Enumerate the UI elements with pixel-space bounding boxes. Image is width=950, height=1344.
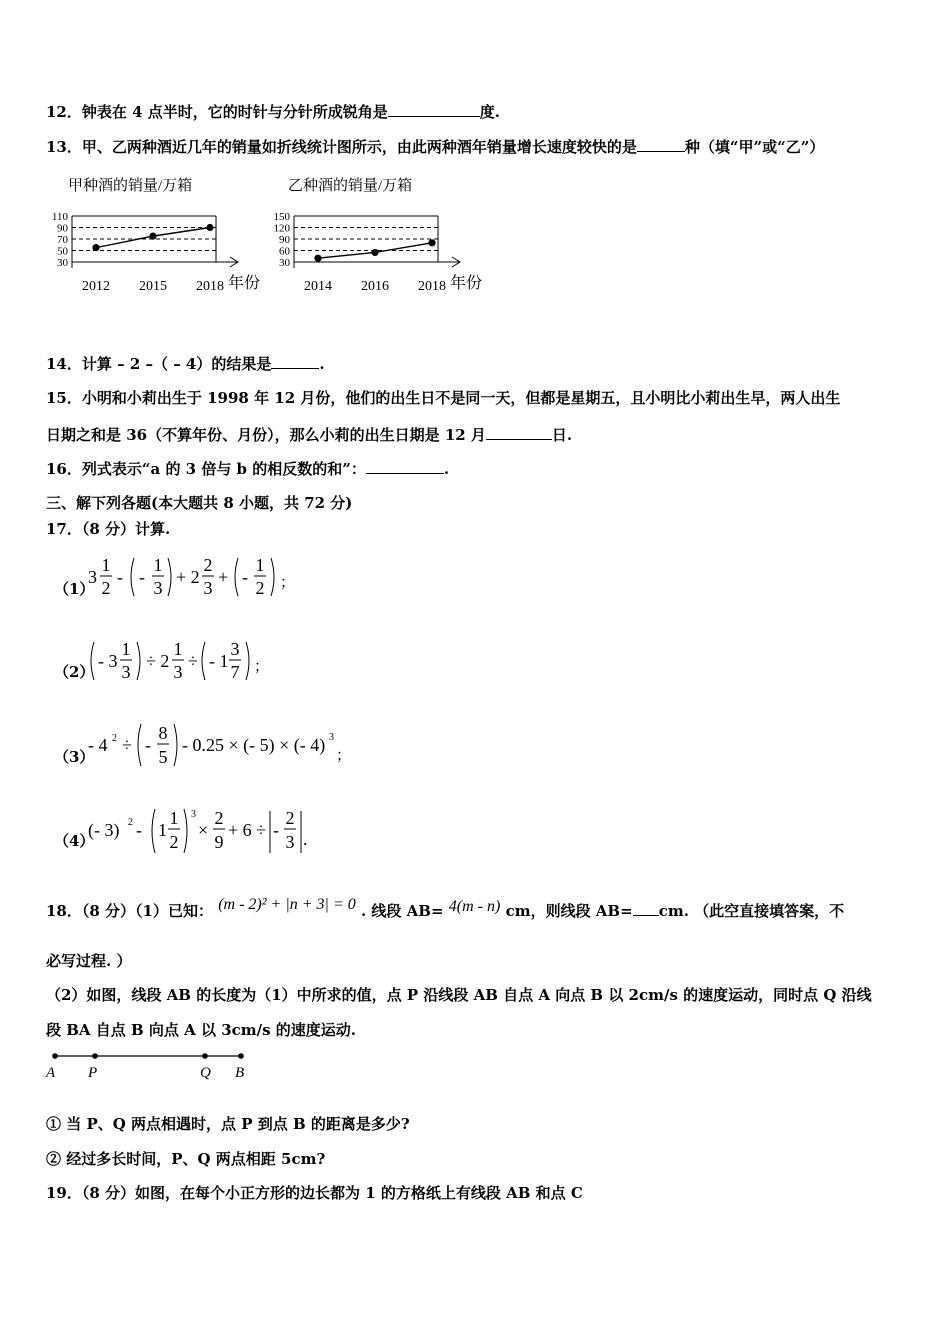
chart-yi-sales [262, 172, 492, 302]
q17-expr-1 [84, 553, 304, 603]
question-12 [46, 101, 500, 123]
q17-text: 17．（8 分）计算. [46, 520, 171, 538]
p4-a1: (- 3) [88, 820, 120, 840]
paren [168, 558, 171, 596]
q16-after: . [443, 460, 450, 478]
minus-sign: - [145, 735, 151, 755]
p2-a1: - 3 [98, 651, 118, 671]
q17-label-2: （2） [54, 663, 95, 681]
x-tick-label: 2018 [196, 279, 224, 294]
y-tick-label: 110 [51, 211, 68, 223]
p4-f3n: 2 [285, 808, 295, 828]
p3-fd: 5 [158, 747, 168, 767]
q15-line2: 日期之和是 36（不算年份、月份），那么小莉的出生日期是 12 月 [46, 426, 486, 444]
question-15-line2 [46, 424, 572, 446]
q18-s2: ② 经过多长时间，P、Q 两点相距 5cm? [46, 1150, 326, 1168]
answer-blank[interactable] [486, 425, 552, 440]
y-tick-label: 90 [57, 222, 68, 235]
x-axis-label: 年份 [450, 275, 483, 292]
p4-f2d: 9 [214, 832, 224, 852]
p1-f1n: 1 [101, 555, 111, 575]
data-point [206, 224, 213, 231]
y-tick-label: 70 [57, 234, 68, 246]
p1-f4d: 2 [255, 578, 265, 598]
q12-text: 12．钟表在 4 点半时，它的时针与分针所成锐角是 [46, 103, 388, 121]
minus-sign: - [273, 820, 279, 840]
p3-fn: 8 [158, 723, 168, 743]
p4-times: × [198, 820, 209, 840]
p2-f2n: 1 [173, 639, 183, 659]
data-point [371, 249, 378, 256]
paren [138, 724, 141, 766]
paren [184, 809, 187, 853]
answer-blank[interactable] [366, 459, 444, 474]
q13-after: 种（填“甲”或“乙”） [684, 138, 825, 156]
p3-exp1: 2 [112, 733, 117, 744]
q15-after: 日. [551, 426, 573, 444]
q19-text: 19．（8 分）如图，在每个小正方形的边长都为 1 的方格纸上有线段 AB 和点 C [46, 1184, 583, 1202]
x-tick-label: 2012 [82, 279, 110, 294]
point-q [202, 1053, 208, 1059]
q18-equation: (m - 2)² + |n + 3| = 0 [218, 896, 356, 913]
question-19 [46, 1182, 583, 1204]
p1-a1: 3 [88, 567, 97, 587]
x-axis-label: 年份 [228, 275, 261, 292]
p4-a2: 1 [158, 820, 167, 840]
question-16 [46, 458, 449, 480]
answer-blank[interactable] [388, 102, 480, 117]
p1-end: ； [280, 575, 296, 591]
p2-a3: - 1 [209, 651, 229, 671]
answer-blank[interactable] [633, 901, 659, 916]
q18-after: cm，则线段 AB= [505, 902, 633, 920]
minus-sign: - [242, 567, 248, 587]
p4-f2n: 2 [214, 808, 224, 828]
p1-plus2: + [218, 567, 229, 587]
q18-mid: . 线段 AB= [360, 902, 444, 920]
p1-f2n: 1 [153, 555, 163, 575]
x-tick-label: 2016 [361, 279, 389, 294]
q18-line2: 必写过程. ） [46, 952, 132, 970]
p4-f3d: 3 [285, 832, 295, 852]
p4-fd: 2 [169, 832, 179, 852]
p2-div2: ÷ [188, 651, 198, 671]
p2-end: ； [254, 659, 270, 675]
answer-blank[interactable] [271, 354, 319, 369]
data-point [92, 244, 99, 251]
question-14 [46, 353, 325, 375]
question-17 [46, 518, 170, 540]
p4-exp2: 3 [191, 809, 196, 820]
q12-after: 度. [479, 103, 500, 121]
p3-exp2: 3 [329, 732, 334, 743]
minus-sign: - [139, 567, 145, 587]
data-point [149, 233, 156, 240]
paren [271, 558, 274, 596]
paren [152, 809, 155, 853]
chart-jia-sales [40, 172, 261, 302]
p4-minus: - [136, 820, 142, 840]
label-a: A [46, 1065, 56, 1081]
y-tick-label: 60 [279, 245, 290, 258]
paren [137, 642, 140, 680]
q18-prefix: 18．（8 分）（1）已知： [46, 902, 213, 920]
answer-blank[interactable] [637, 137, 685, 152]
paren [235, 558, 238, 596]
point-b [238, 1053, 244, 1059]
p1-f4n: 1 [255, 555, 265, 575]
q18-expr: 4(m - n) [448, 898, 501, 915]
question-18-part2a [46, 984, 872, 1006]
p4-fn: 1 [169, 808, 179, 828]
p2-div1: ÷ 2 [146, 651, 170, 671]
segment-diagram [40, 1045, 260, 1085]
q16-text: 16．列式表示“a 的 3 倍与 b 的相反数的和”： [46, 460, 366, 478]
y-tick-label: 150 [273, 211, 290, 223]
label-b: B [235, 1065, 245, 1081]
p2-f3d: 7 [230, 662, 240, 682]
question-13 [46, 136, 824, 158]
q18-p2b: 段 BA 自点 B 向点 A 以 3cm/s 的速度运动. [46, 1021, 356, 1039]
question-18-sub2 [46, 1148, 325, 1170]
p1-f1d: 2 [101, 578, 111, 598]
point-a [52, 1053, 58, 1059]
question-15-line1 [46, 387, 840, 409]
p1-f3n: 2 [203, 555, 213, 575]
q13-text: 13．甲、乙两种酒近几年的销量如折线统计图所示，由此两种酒年销量增长速度较快的是 [46, 138, 637, 156]
q17-label-3: （3） [54, 748, 95, 766]
p1-plus1: + 2 [176, 567, 200, 587]
q17-expr-2 [84, 637, 304, 687]
x-tick-label: 2014 [304, 279, 332, 294]
p3-rest: - 0.25 × (- 5) × (- 4) [182, 735, 326, 755]
q18-after2: cm. （此空直接填答案，不 [658, 902, 845, 920]
question-18-line1 [46, 896, 845, 923]
question-18-sub1 [46, 1113, 410, 1135]
y-tick-label: 30 [279, 257, 290, 269]
p2-f1n: 1 [121, 639, 131, 659]
data-point [314, 255, 321, 262]
paren [174, 724, 177, 766]
p2-f2d: 3 [173, 662, 183, 682]
p3-a1: - 4 [88, 735, 108, 755]
q15-line1: 15．小明和小莉出生于 1998 年 12 月份，他们的出生日不是同一天，但都是星期五，且小明比小莉出生早，两人出生 [46, 389, 841, 407]
p3-div: ÷ [122, 735, 132, 755]
x-tick-label: 2015 [139, 279, 167, 294]
q18-p2a: （2）如图，线段 AB 的长度为（1）中所求的值，点 P 沿线段 AB 自点 A 向点 B 以 2cm/s 的速度运动，同时点 Q 沿线 [46, 986, 872, 1004]
question-18-line2 [46, 950, 131, 972]
label-q: Q [200, 1065, 211, 1081]
y-tick-label: 120 [273, 222, 290, 235]
data-point [428, 239, 435, 246]
p3-end: ； [336, 748, 352, 764]
q17-expr-3 [84, 720, 364, 772]
question-18-part2b [46, 1019, 356, 1041]
paren [131, 558, 134, 596]
q14-text: 14．计算 – 2 –（ – 4）的结果是 [46, 355, 272, 373]
y-tick-label: 90 [279, 234, 290, 246]
q17-label-1: （1） [54, 580, 95, 598]
point-p [92, 1053, 98, 1059]
p1-f3d: 3 [203, 578, 213, 598]
chart-title: 乙种酒的销量/万箱 [288, 178, 413, 194]
chart-title: 甲种酒的销量/万箱 [68, 178, 193, 194]
q14-after: . [319, 355, 325, 373]
q17-expr-4 [84, 803, 324, 859]
q18-s1: ① 当 P、Q 两点相遇时，点 P 到点 B 的距离是多少? [46, 1115, 410, 1133]
paren [202, 642, 205, 680]
p2-f1d: 3 [121, 662, 131, 682]
y-tick-label: 50 [57, 245, 68, 258]
p4-exp1: 2 [128, 817, 133, 828]
q17-label-4: （4） [54, 832, 95, 850]
section-heading [46, 492, 352, 514]
p4-end: . [303, 829, 308, 849]
label-p: P [88, 1065, 98, 1081]
y-tick-label: 30 [57, 257, 68, 269]
paren [246, 642, 249, 680]
paren [91, 642, 94, 680]
p1-f2d: 3 [153, 578, 163, 598]
x-tick-label: 2018 [418, 279, 446, 294]
p1-m1: - [117, 567, 123, 587]
p4-mid: + 6 ÷ [228, 820, 267, 840]
section3-text: 三、解下列各题(本大题共 8 小题，共 72 分) [46, 494, 353, 512]
p2-f3n: 3 [230, 639, 240, 659]
